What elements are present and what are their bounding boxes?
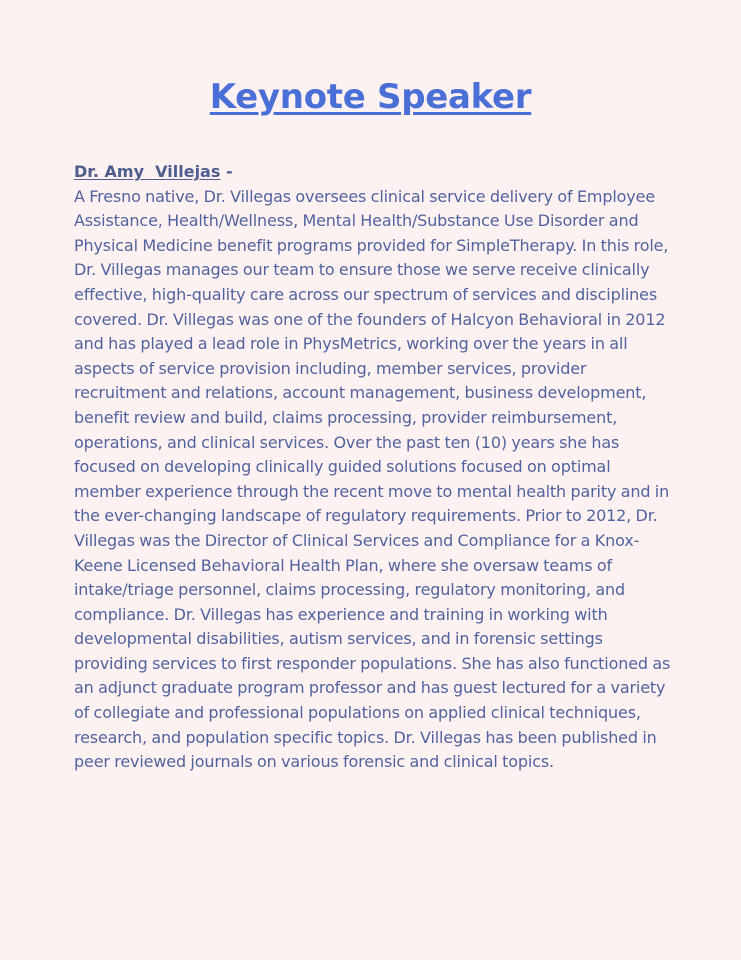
speaker-biography: A Fresno native, Dr. Villegas oversees clinical service delivery of Employee Assistance, Health/Wellness, Mental Health/Substance Use Disorder and Physical Medicine benefit programs provided for SimpleTherapy. In this role, Dr. Villegas manages our team to ensure those we serve receive clinically effective, high-quality care across our spectrum of services and disciplines covered. Dr. Villegas was one of the founders of Halcyon Behavioral in 2012 and has played a lead role in PhysMetrics, working over the years in all aspects of service provision including, member services, provider recruitment and relations, account management, business development, benefit review and build, claims processing, provider reimbursement, operations, and clinical services. Over the past ten (10) years she has focused on developing clinically guided solutions focused on optimal member experience through the recent move to mental health parity and in the ever-changing landscape of regulatory requirements. Prior to 2012, Dr. Villegas was the Director of Clinical Services and Compliance for a Knox-Keene Licensed Behavioral Health Plan, where she oversaw teams of intake/triage personnel, claims processing, regulatory monitoring, and compliance. Dr. Villegas has experience and training in working with developmental disabilities, autism services, and in forensic settings providing services to first responder populations. She has also functioned as an adjunct graduate program professor and has guest lectured for a variety of collegiate and professional populations on applied clinical techniques, research, and population specific topics. Dr. Villegas has been published in peer reviewed journals on various forensic and clinical topics. [74,186,671,772]
speaker-heading [74,160,674,185]
speaker-name: Dr. Amy Villejas [74,162,221,181]
speaker-separator: - [220,162,233,181]
speaker-bio-section [74,160,674,775]
page-title: Keynote Speaker [209,77,532,117]
